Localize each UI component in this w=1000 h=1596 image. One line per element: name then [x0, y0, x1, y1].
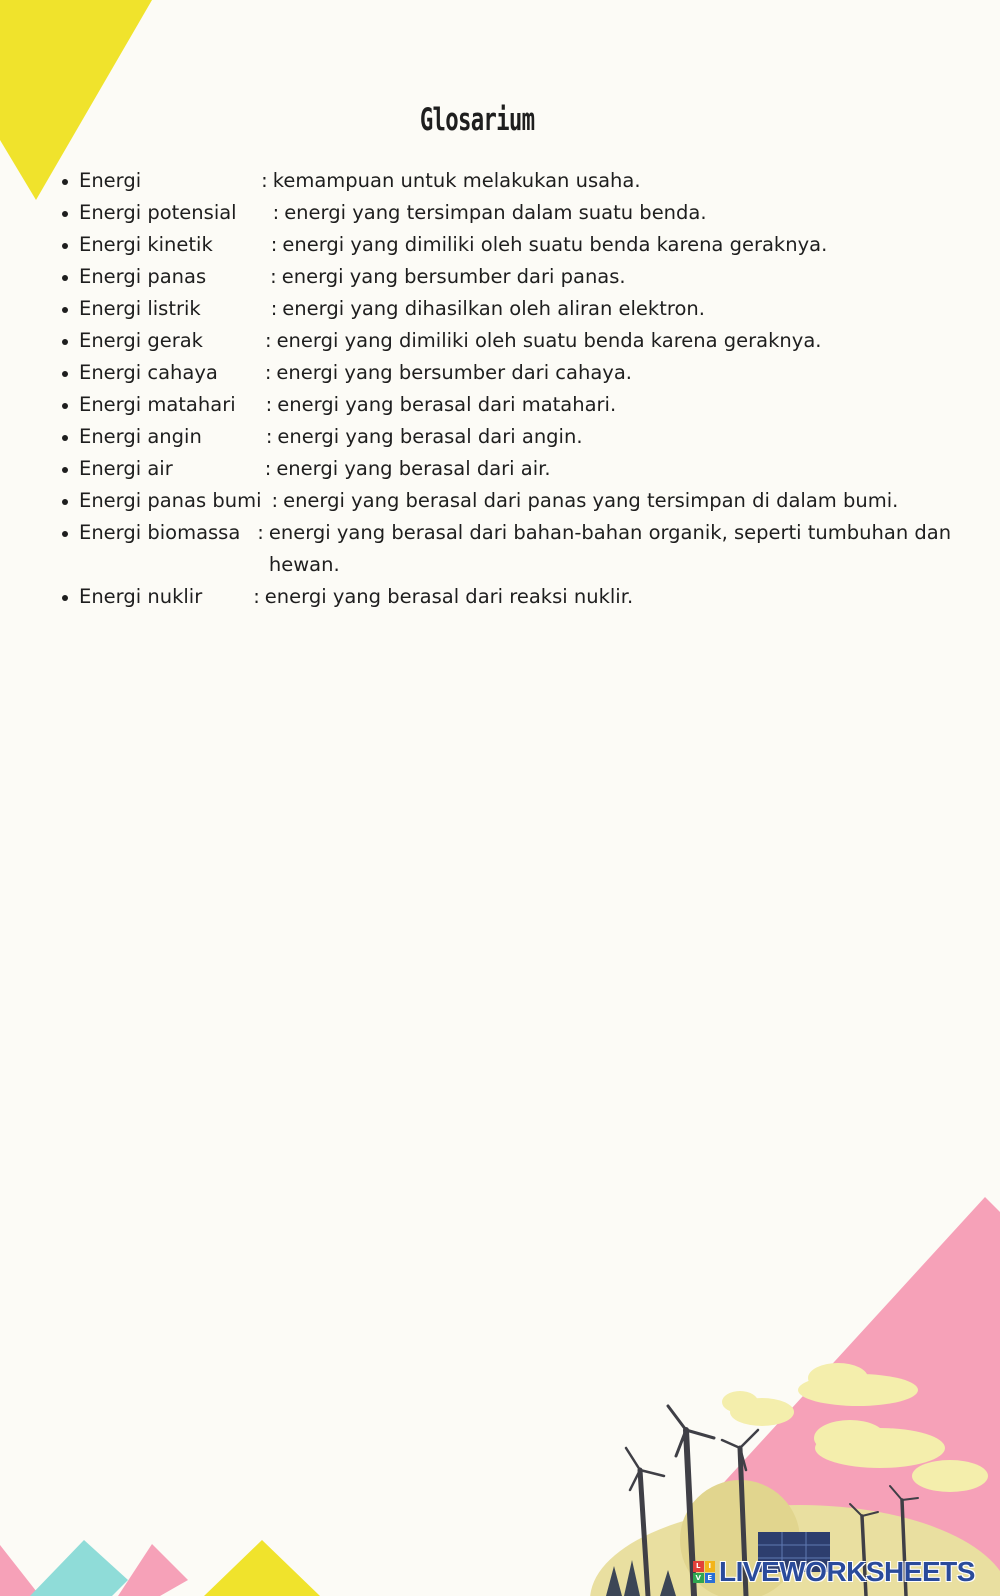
glossary-separator: : [264, 361, 272, 384]
page-title: Glosarium [419, 102, 535, 138]
glossary-item [56, 293, 961, 325]
glossary-item [56, 165, 961, 197]
glossary-separator: : [264, 329, 272, 352]
liveworksheets-watermark [693, 1554, 993, 1590]
glossary-item [56, 229, 961, 261]
glossary-item [56, 453, 961, 485]
glossary-item [56, 357, 961, 389]
glossary-term: Energi angin [79, 425, 202, 448]
glossary-item [56, 485, 961, 517]
glossary-definition: energi yang berasal dari panas yang tersimpan di dalam bumi. [283, 489, 899, 512]
glossary-definition: kemampuan untuk melakukan usaha. [272, 169, 641, 192]
glossary-term: Energi [79, 169, 142, 192]
glossary-term: Energi panas [79, 265, 207, 288]
glossary-separator: : [272, 201, 280, 224]
liveworksheets-logo-icon [693, 1561, 715, 1583]
teal-triangle-bottom [30, 1540, 128, 1596]
glossary-separator: : [265, 425, 273, 448]
glossary-item [56, 325, 961, 357]
logo-letter-i: I [705, 1561, 716, 1572]
logo-letter-e: E [705, 1573, 716, 1584]
glossary-term: Energi matahari [79, 393, 236, 416]
pink-triangle-bottom-left [0, 1545, 40, 1596]
glossary-term: Energi air [79, 457, 173, 480]
pink-triangle-bottom-middle [118, 1544, 188, 1596]
glossary-separator: : [261, 169, 268, 192]
glossary-separator: : [264, 457, 272, 480]
logo-letter-l: L [693, 1561, 704, 1572]
glossary-term: Energi nuklir [79, 585, 203, 608]
yellow-triangle-bottom [204, 1540, 320, 1596]
glossary-definition: energi yang dihasilkan oleh aliran elektron. [282, 297, 705, 320]
glossary-definition: energi yang bersumber dari panas. [281, 265, 626, 288]
glossary-definition: energi yang tersimpan dalam suatu benda. [284, 201, 707, 224]
glossary-item [56, 581, 961, 613]
glossary-term: Energi potensial [79, 201, 237, 224]
glossary-separator: : [265, 393, 273, 416]
glossary-separator: : [270, 233, 278, 256]
glossary-definition: energi yang dimiliki oleh suatu benda karena geraknya. [276, 329, 822, 352]
glossary-term: Energi panas bumi [79, 489, 262, 512]
glossary-definition: energi yang dimiliki oleh suatu benda karena geraknya. [282, 233, 828, 256]
glossary-term: Energi listrik [79, 297, 201, 320]
glossary-definition: energi yang berasal dari reaksi nuklir. [264, 585, 634, 608]
glossary-definition: energi yang bersumber dari cahaya. [276, 361, 632, 384]
glossary-item [56, 517, 961, 581]
glossary-definition: energi yang berasal dari angin. [277, 425, 583, 448]
glossary-item [56, 197, 961, 229]
glossary-separator: : [271, 489, 279, 512]
glossary-list [56, 165, 961, 613]
glossary-separator: : [270, 265, 277, 288]
glossary-term: Energi biomassa [79, 521, 241, 544]
glossary-item [56, 261, 961, 293]
glossary-definition: energi yang berasal dari air. [276, 457, 551, 480]
watermark-text: LIVEWORKSHEETS [719, 1556, 975, 1587]
glossary-separator: : [270, 297, 278, 320]
glossary-item [56, 421, 961, 453]
glossary-term: Energi kinetik [79, 233, 213, 256]
glossary-separator: : [257, 521, 264, 544]
glossary-item [56, 389, 961, 421]
glossary-term: Energi cahaya [79, 361, 218, 384]
glossary-separator: : [253, 585, 260, 608]
glossary-term: Energi gerak [79, 329, 203, 352]
logo-letter-v: V [693, 1573, 704, 1584]
glossary-definition: energi yang berasal dari matahari. [277, 393, 617, 416]
glossary-definition: energi yang berasal dari bahan-bahan organik, seperti tumbuhan dan hewan. [268, 521, 952, 576]
